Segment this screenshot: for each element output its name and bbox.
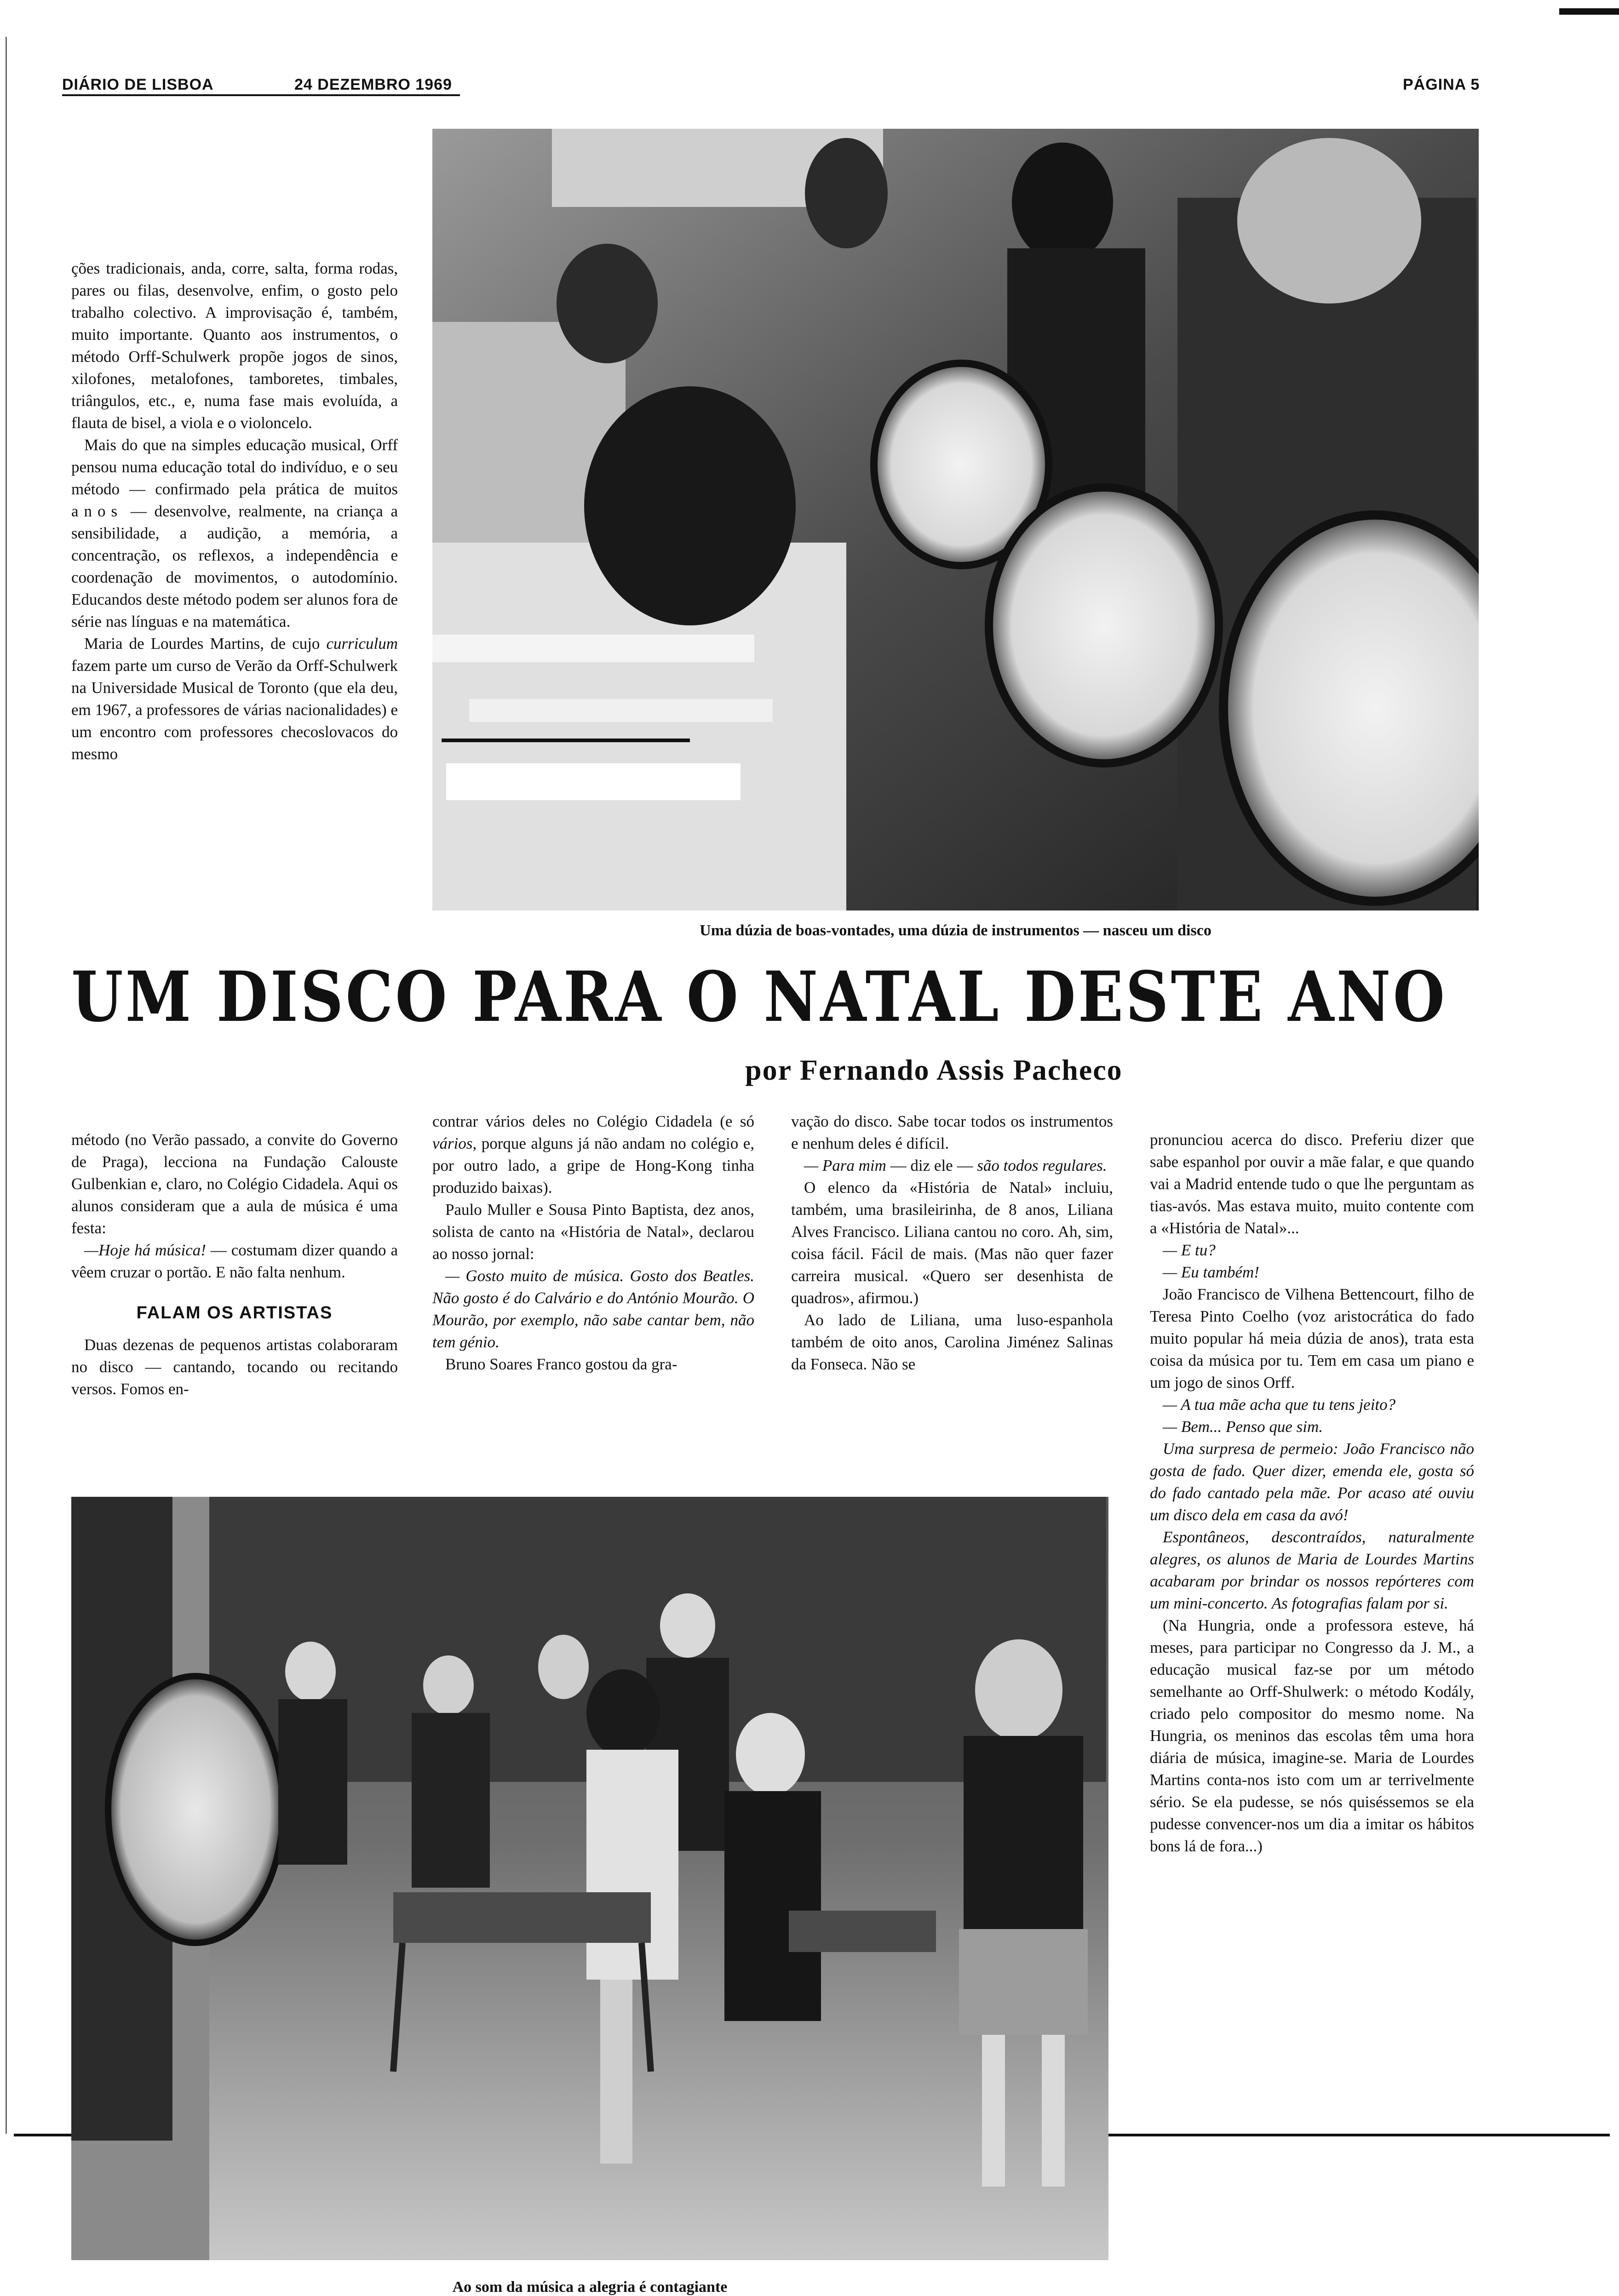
page-number: PÁGINA 5 [1403, 76, 1480, 93]
article-column-3 [791, 1111, 1113, 1375]
intro-paragraph-3 [71, 633, 398, 765]
col4-paragraph-4: João Francisco de Vilhena Bettencourt, filho de Teresa Pinto Coelho (voz aristocrática do fado muito popular há meia dúzia de anos), trata esta coisa da música por tu. Tem em casa um piano e um jogo de sinos Orff. [1150, 1285, 1474, 1391]
col4-answer: — Eu também! [1163, 1263, 1259, 1281]
newspaper-name: DIÁRIO DE LISBOA [62, 76, 214, 93]
intro-paragraph-3-text-a: Maria de Lourdes Martins, de cujo [84, 635, 327, 653]
col3-quote-b: são todos regulares. [977, 1157, 1107, 1174]
top-right-bar [1559, 8, 1619, 15]
col2-quote: — Gosto muito de música. Gosto dos Beatles. Não gosto é do Calvário e do António Mourão. O Mourão, por exemplo, não sabe cantar bem, não tem génio. [432, 1267, 754, 1351]
article-byline: por Fernando Assis Pacheco [745, 1054, 1123, 1086]
article-headline: UM DISCO PARA O NATAL DESTE ANO [71, 956, 1447, 1037]
intro-paragraph-1: ções tradicionais, anda, corre, salta, forma rodas, pares ou filas, desenvolve, enfim, o gosto pelo trabalho colectivo. A improvisação é, também, muito importante. Quanto aos instrumentos, o método Orff-Schulwerk propõe jogos de sinos, xilofones, metalofones, tamboretes, timbales, triângulos, etc., e, numa fase mais evoluída, a flauta de bisel, a viola e o violoncelo. [71, 259, 398, 432]
col2-paragraph-4: Bruno Soares Franco gostou da gra- [445, 1355, 677, 1373]
col3-paragraph-1: vação do disco. Sabe tocar todos os instrumentos e nenhum deles é difícil. [791, 1112, 1113, 1152]
top-photo-caption: Uma dúzia de boas-vontades, uma dúzia de instrumentos — nasceu um disco [700, 922, 1211, 939]
col4-paragraph-9: (Na Hungria, onde a professora esteve, há meses, para participar no Congresso da J. M., a educação musical faz-se por um método semelhante ao Orff-Shulwerk: o método Kodály, criado pelo compositor do mesmo nome. Na Hungria, os meninos das escolas têm uma hora diária de música, imagine-se. Maria de Lourdes Martins conta-nos isto com um ar terrivelmente sério. Se ela pudesse, se nós quiséssemos se ela pudesse convencer-nos um dia a imitar os hábitos bons lá de fora...) [1150, 1616, 1474, 1855]
col4-question-2: — A tua mãe acha que tu tens jeito? [1163, 1396, 1396, 1414]
col2-paragraph-1-text-b: , porque alguns já não andam no colégio e, por outro lado, a gripe de Hong-Kong tinha produzido baixas). [432, 1134, 754, 1197]
left-page-edge [6, 37, 7, 2134]
intro-paragraph-2 [71, 434, 398, 633]
col4-italic-paragraph-1: Uma surpresa de permeio: João Francisco não gosta de fado. Quer dizer, emenda ele, gosta só do fado cantado pela mãe. Por acaso até ouviu um disco dela em casa da avó! [1150, 1440, 1474, 1524]
bottom-photo-caption: Ao som da música a alegria é contagiante [452, 2279, 728, 2296]
col4-paragraph-8 [1150, 1526, 1474, 1615]
intro-paragraph-2-spaced: anos [71, 502, 123, 520]
col4-paragraph-7 [1150, 1438, 1474, 1526]
col1-paragraph-1: método (no Verão passado, a convite do Governo de Praga), lecciona na Fundação Calouste Gulbenkian e, claro, no Colégio Cidadela. Aqui os alunos consideram que a aula de música é uma festa: [71, 1131, 398, 1237]
col4-paragraph-1: pronunciou acerca do disco. Preferiu dizer que sabe espanhol por ouvir a mãe falar, e que quando vai a Madrid entende tudo o que lhe perguntam as tias-avós. Mas estava muito, muito contente com a «História de Natal»... [1150, 1131, 1474, 1237]
col3-paragraph-3: O elenco da «História de Natal» incluiu, também, uma brasileirinha, de 8 anos, Liliana Alves Francisco. Liliana cantou no coro. Ah, sim, coisa fácil. Fácil de mais. (Mas não quer fazer carreira musical. «Quero ser desenhista de quadros», afirmou.) [791, 1179, 1113, 1307]
col2-paragraph-1-text-a: contrar vários deles no Colégio Cidadela (e só [432, 1112, 754, 1130]
col2-paragraph-3 [432, 1265, 754, 1353]
intro-paragraph-3-italic: curriculum [326, 635, 398, 653]
col1-paragraph-3: Duas dezenas de pequenos artistas colaboraram no disco — cantando, tocando ou recitando versos. Fomos en- [71, 1336, 398, 1398]
top-photo-image [432, 129, 1479, 910]
intro-column [71, 258, 398, 765]
article-column-2 [432, 1111, 754, 1375]
article-column-1 [71, 1129, 398, 1400]
intro-paragraph-3-text-b: fazem parte um curso de Verão da Orff-Schulwerk na Universidade Musical de Toronto (que ela deu, em 1967, a professores de várias nacionalidades) e um encontro com professores checoslovacos do mesmo [71, 657, 398, 763]
col4-paragraph-2 [1150, 1239, 1474, 1261]
col3-quote-a: — Para mim [804, 1157, 886, 1174]
col3-paragraph-2 [791, 1155, 1113, 1177]
col4-paragraph-3 [1150, 1261, 1474, 1283]
top-photo-children-with-drums [432, 129, 1479, 910]
col4-answer-2: — Bem... Penso que sim. [1163, 1418, 1323, 1436]
header-rule [62, 94, 460, 96]
col2-paragraph-1 [432, 1111, 754, 1199]
intro-paragraph-2-text-a: Mais do que na simples educação musical, Orff pensou numa educação total do indivíduo, e o seu método — confirmado pela prática de muitos [71, 436, 398, 498]
col2-paragraph-1-italic: vários [432, 1134, 473, 1152]
col3-paragraph-4: Ao lado de Liliana, uma luso-espanhola também de oito anos, Carolina Jiménez Salinas da Fonseca. Não se [791, 1311, 1113, 1373]
col1-paragraph-2-text: — costumam dizer quando a vêem cruzar o portão. E não falta nenhum. [71, 1241, 398, 1281]
col3-quote-attribution: — diz ele — [886, 1157, 977, 1174]
col4-paragraph-6 [1150, 1416, 1474, 1438]
article-column-4 [1150, 1129, 1474, 1857]
col2-paragraph-2: Paulo Muller e Sousa Pinto Baptista, dez anos, solista de canto na «História de Natal», declarou ao nosso jornal: [432, 1201, 754, 1263]
col4-italic-paragraph-2: Espontâneos, descontraídos, naturalmente alegres, os alunos de Maria de Lourdes Martins acabaram por brindar os nossos repórteres com um mini-concerto. As fotografias falam por si. [1150, 1528, 1474, 1612]
col4-paragraph-5 [1150, 1394, 1474, 1416]
col1-quote: —Hoje há música! [84, 1241, 206, 1259]
bottom-photo-image [71, 1497, 1108, 2260]
col1-paragraph-2 [71, 1239, 398, 1283]
col4-question: — E tu? [1163, 1241, 1216, 1259]
bottom-photo-children-dancing [71, 1497, 1108, 2260]
issue-date: 24 DEZEMBRO 1969 [294, 76, 452, 93]
section-subhead: FALAM OS ARTISTAS [136, 1303, 333, 1323]
intro-paragraph-2-text-b: — desenvolve, realmente, na criança a sensibilidade, a audição, a memória, a concentração, os reflexos, a independência e coordenação de movimentos, o autodomínio. Educandos deste método podem ser alunos fora de série nas línguas e na matemática. [71, 502, 398, 630]
